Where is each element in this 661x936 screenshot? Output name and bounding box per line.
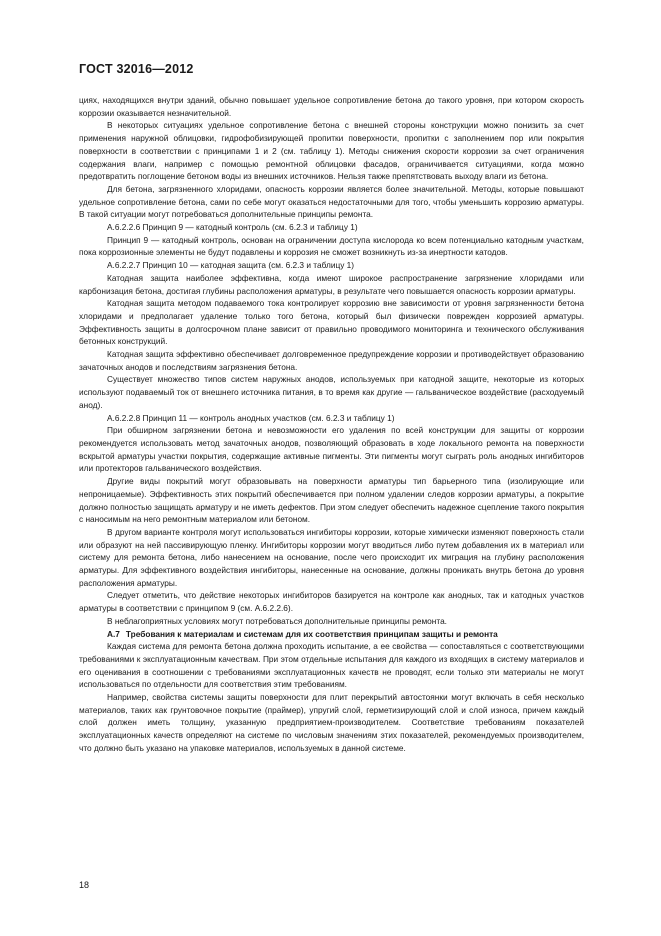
paragraph: Принцип 9 — катодный контроль, основан на ограничении доступа кислорода ко всем потенциально катодным участкам, пока коррозионные элементы не будут подавлены и коррозия не сможет возникнуть из-за инертности катодов. xyxy=(79,234,584,258)
page-number: 18 xyxy=(79,880,90,890)
paragraph: циях, находящихся внутри зданий, обычно повышает удельное сопротивление бетона до такого уровня, при котором скорость коррозии оказывается незначительной. xyxy=(79,95,584,118)
paragraph: Другие виды покрытий могут образовывать на поверхности арматуры тип барьерного типа (изолирующие или непроницаемые). Эффективность этих покрытий обеспечивается при полном удалении следов коррозии арматуры, а покрытие должно полностью защищать арматуру и не иметь дефектов. При этом следует обеспечить надежное сцепление такого покрытия с наносимым на него ремонтным материалом или бетоном. xyxy=(79,476,584,525)
clause-heading: А.6.2.2.8 Принцип 11 — контроль анодных участков (см. 6.2.3 и таблицу 1) xyxy=(107,412,395,423)
paragraph: В другом варианте контроля могут использоваться ингибиторы коррозии, которые химически изменяют поверхность стали или образуют на ней пассивирующую пленку. Ингибиторы коррозии могут вводиться либо путем добавления их в материал или систему для ремонта бетона, либо нанесением на основание, после чего происходит их миграция на глубину расположения арматуры. Для эффективного воздействия ингибиторы, нанесенные на основание, должны проникать внутрь бетона до уровня расположения арматуры. xyxy=(79,526,584,588)
paragraph: В некоторых ситуациях удельное сопротивление бетона с внешней стороны конструкции можно понизить за счет применения наружной облицовки, гидрофобизирующей пропитки поверхности, пропитки с заполнением пор или покрытия поверхности в соответствии с принципами 1 и 2 (см. таблицу 1). Методы снижения скорости коррозии за счет ограничения содержания влаги, например с помощью ремонтной облицовки фасадов, ограничивается ситуациями, когда можно предотвратить поглощение бетоном воды из внешних источников. Нельзя также препятствовать выходу влаги из бетона. xyxy=(79,120,584,182)
paragraph: Следует отметить, что действие некоторых ингибиторов базируется на контроле как анодных, так и катодных участков арматуры в соответствии с принципом 9 (см. А.6.2.2.6). xyxy=(79,590,584,614)
clause-heading: А.6.2.2.7 Принцип 10 — катодная защита (см. 6.2.3 и таблицу 1) xyxy=(107,260,355,271)
paragraph: Каждая система для ремонта бетона должна проходить испытание, а ее свойства — сопоставляться с соответствующими требованиями к эксплуатационным качествам. При этом отдельные испытания для каждого из входящих в систему материалов и его оценивания в соотношении с требованиями эксплуатационных качеств не проводят, если только эти материалы не могут использоваться по отдельности для соответствия этим требованиям. xyxy=(79,641,584,690)
paragraph: Катодная защита эффективно обеспечивает долговременное предупреждение коррозии и противодействует образованию зачаточных анодов и последствиям загрязнения бетона. xyxy=(79,349,584,372)
paragraph: Катодная защита наиболее эффективна, когда имеют широкое распространение загрязнение хлоридами или карбонизация бетона, достигая глубины расположения арматуры, в результате чего повышается опасность коррозии арматуры. xyxy=(79,272,584,296)
document-body xyxy=(79,94,584,755)
paragraph: При обширном загрязнении бетона и невозможности его удаления по всей конструкции для защиты от коррозии рекомендуется использовать метод зачаточных анодов, позволяющий образовать в ходе локального ремонта на поверхности вскрытой арматуры участки покрытия, содержащие активные пигменты. Эти пигменты могут сыграть роль анодных ингибиторов или протекторов гальванического воздействия. xyxy=(79,425,584,474)
paragraph: В неблагоприятных условиях могут потребоваться дополнительные принципы ремонта. xyxy=(107,615,447,626)
paragraph: Например, свойства системы защиты поверхности для плит перекрытий автостоянки могут включать в себя несколько материалов, таких как грунтовочное покрытие (праймер), упругий слой, герметизирующий слой и слой износа, причем каждый слой должен иметь толщину, указанную предприятием-производителем. Соответствие требованиям показателей эксплуатационных качеств определяют на системе по числовым значениям этих показателей, рекомендуемых производителем, что должно быть указано на упаковке материалов, используемых в данной системе. xyxy=(79,692,584,753)
section-heading xyxy=(79,628,584,641)
paragraph: Катодная защита методом подаваемого тока контролирует коррозию вне зависимости от уровня загрязненности бетона хлоридами и предполагает удаление только того бетона, который был физически поврежден коррозией арматуры. Эффективность защиты в долгосрочном плане зависит от правильно проводимого мониторинга и технического обслуживания бетонных конструкций. xyxy=(79,298,584,347)
paragraph: Для бетона, загрязненного хлоридами, опасность коррозии является более значительной. Методы, которые повышают удельное сопротивление бетона, сами по себе могут оказаться недостаточными для того, чтобы уменьшить коррозию арматуры. В такой ситуации могут потребоваться дополнительные принципы ремонта. xyxy=(79,183,584,220)
section-number: А.7 xyxy=(107,628,120,639)
clause-heading: А.6.2.2.6 Принцип 9 — катодный контроль (см. 6.2.3 и таблицу 1) xyxy=(107,222,358,233)
document-header: ГОСТ 32016—2012 xyxy=(79,62,194,76)
section-title: Требования к материалам и системам для их соответствия принципам защиты и ремонта xyxy=(125,628,498,639)
paragraph: Существует множество типов систем наружных анодов, используемых при катодной защите, некоторые из которых используют подаваемый ток от внешнего источника питания, в то время как другие — гальваническое воздействие (расходуемый анод). xyxy=(79,374,584,410)
